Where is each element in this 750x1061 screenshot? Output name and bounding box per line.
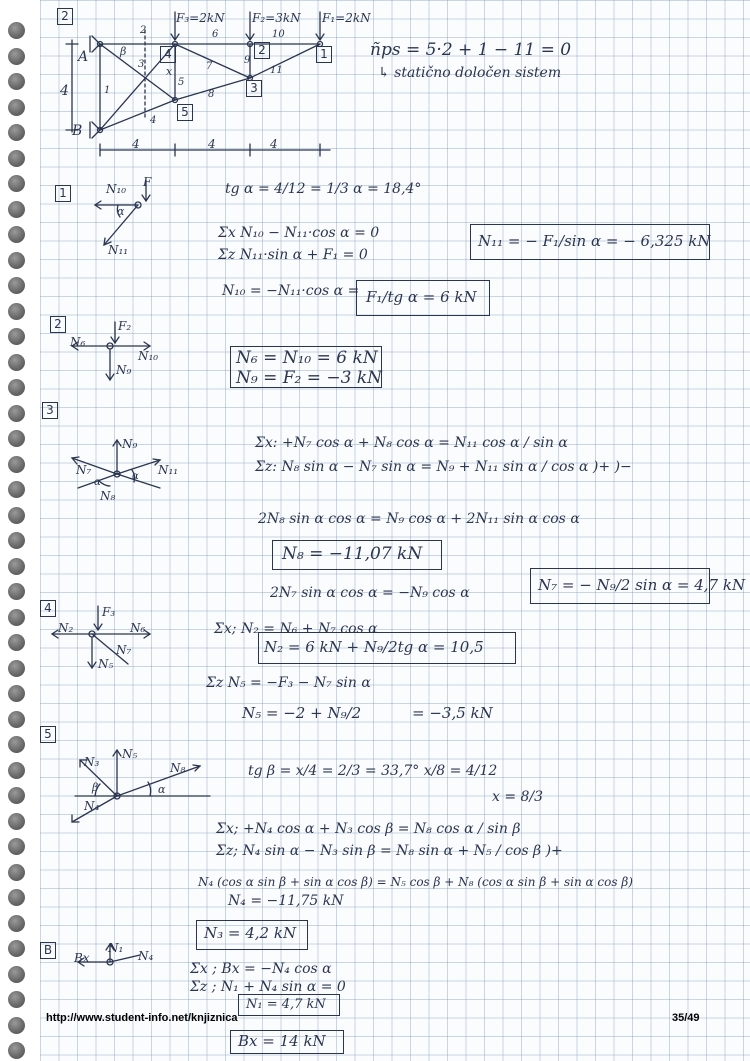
node1-line-2: Σx N₁₀ − N₁₁·cos α = 0 [218,225,380,241]
span-label-1: 4 [132,137,140,151]
fbd5-n8: N₈ [170,761,186,775]
node1-result-n11: N₁₁ = − F₁/sin α = − 6,325 kN [478,232,711,250]
node-4-label: 4 [40,600,56,617]
node5-line-6: N₄ = −11,75 kN [228,893,344,909]
member-7-label: 7 [206,61,213,72]
footer-page-number: 35/49 [672,1012,700,1024]
fbd4-n5: N₅ [98,657,114,671]
fbd3-alpha-1: α [94,477,101,488]
truss-node-5-label: 5 [177,104,193,121]
footer-url[interactable]: http://www.student-info.net/knjiznica [46,1012,238,1024]
node-3-label: 3 [42,402,58,419]
fbd2-n10: N₁₀ [138,349,159,363]
truss-x-label: x [166,65,173,78]
fbd3-alpha-2: α [132,471,139,482]
member-3-label: 3 [138,59,145,70]
member-5-label: 5 [178,77,185,88]
node4-line-1: Σx; N₂ = N₆ + N₇ cos α [214,621,378,637]
node3-line-4: 2N₇ sin α cos α = −N₉ cos α [270,585,470,601]
nodeb-line-2: Σz ; N₁ + N₄ sin α = 0 [190,979,346,995]
node1-line-4: N₁₀ = −N₁₁·cos α = [222,283,360,299]
node4-result-n5: = −3,5 kN [412,704,493,722]
node-5-label: 5 [40,726,56,743]
member-10-label: 10 [272,29,285,40]
problem-number-box: 2 [57,8,73,25]
fbd5-n5: N₅ [122,747,138,761]
node5-line-2: x = 8/3 [492,789,544,805]
fbd2-n9: N₉ [116,363,132,377]
node4-line-2: Σz N₅ = −F₃ − N₇ sin α [206,675,371,691]
load-f1-label: F₁=2kN [322,11,371,25]
node4-result-n2: N₂ = 6 kN + N₉/2tg α = 10,5 [264,638,484,656]
member-11-label: 11 [270,65,283,76]
truss-node-3-label: 3 [246,80,262,97]
fbd5-n3: N₃ [84,755,100,769]
load-f3-label: F₃=2kN [176,11,225,25]
member-1-label: 1 [104,85,111,96]
support-b-label: B [72,123,83,139]
fbd4-n7: N₇ [116,643,132,657]
fbd1-n10: N₁₀ [106,182,127,196]
truss-node-4-label: 4 [160,46,176,63]
node2-result-n9: N₉ = F₂ = −3 kN [236,368,383,388]
node1-line-3: Σz N₁₁·sin α + F₁ = 0 [218,247,368,263]
support-a-label: A [78,49,89,65]
fbd4-n6: N₆ [130,621,146,635]
height-label: 4 [60,83,69,99]
node5-line-4: Σz; N₄ sin α − N₃ sin β = N₈ sin α + N₅ / cos β )+ [216,843,563,859]
member-4-label: 4 [150,115,157,126]
fbd3-n11: N₁₁ [158,463,179,477]
node4-line-3: N₅ = −2 + N₉/2 [242,704,362,722]
fbd3-n7: N₇ [76,463,92,477]
node3-result-n8: N₈ = −11,07 kN [282,544,423,564]
determinacy-equation: ñps = 5·2 + 1 − 11 = 0 [370,40,572,60]
determinacy-statement: ↳ statično določen sistem [378,65,562,81]
node1-line-1: tg α = 4/12 = 1/3 α = 18,4° [225,181,422,197]
node2-result-n6: N₆ = N₁₀ = 6 kN [236,348,378,368]
fbd1-n11: N₁₁ [108,243,129,257]
node-b-label: B [40,942,56,959]
node3-line-2: Σz: N₈ sin α − N₇ sin α = N₉ + N₁₁ sin α / cos α )+ )− [255,459,632,475]
member-8-label: 8 [208,89,215,100]
node3-result-n7: N₇ = − N₉/2 sin α = 4,7 kN [538,576,746,594]
node-1-label: 1 [55,185,71,202]
fbdb-n1: N₁ [108,941,124,955]
node-2-label: 2 [50,316,66,333]
member-2-label: 2 [140,25,147,36]
truss-diagram [66,12,330,156]
fbd4-n2: N₂ [58,621,74,635]
nodeb-line-1: Σx ; Bx = −N₄ cos α [190,961,332,977]
fbd5-beta: β [92,781,99,794]
node5-line-5: N₄ (cos α sin β + sin α cos β) = N₅ cos β + N₈ (cos α sin β + sin α cos β) [198,875,633,889]
truss-beta-label: β [120,45,127,58]
node5-line-3: Σx; +N₄ cos α + N₃ cos β = N₈ cos α / sin β [216,821,521,837]
fbd1-f: F [143,175,152,189]
load-f2-label: F₂=3kN [252,11,301,25]
fbd1-alpha: α [117,205,125,218]
node5-result-n3: N₃ = 4,2 kN [204,924,297,942]
span-label-3: 4 [270,137,278,151]
member-6-label: 6 [212,29,219,40]
node3-line-3: 2N₈ sin α cos α = N₉ cos α + 2N₁₁ sin α cos α [258,511,580,527]
fbd3-n8: N₈ [100,489,116,503]
node3-line-1: Σx: +N₇ cos α + N₈ cos α = N₁₁ cos α / sin α [255,435,568,451]
fbd5-n4: N₄ [84,799,100,813]
fbd5-alpha: α [158,783,166,796]
node1-result-n10: F₁/tg α = 6 kN [366,288,477,306]
truss-node-1-label: 1 [316,46,332,63]
fbdb-bx: Bx [74,951,90,965]
member-9-label: 9 [244,55,251,66]
nodeb-result-n1: N₁ = 4,7 kN [246,997,326,1012]
fbdb-n4: N₄ [138,949,154,963]
span-label-2: 4 [208,137,216,151]
fbd2-f2: F₂ [118,319,132,333]
fbd3-n9: N₉ [122,437,138,451]
fbd4-f3: F₃ [102,605,116,619]
fbd2-n6: N₆ [70,335,86,349]
truss-node-2-label: 2 [254,42,270,59]
node5-line-1: tg β = x/4 = 2/3 = 33,7° x/8 = 4/12 [248,763,498,779]
nodeb-result-bx: Bx = 14 kN [238,1032,326,1050]
